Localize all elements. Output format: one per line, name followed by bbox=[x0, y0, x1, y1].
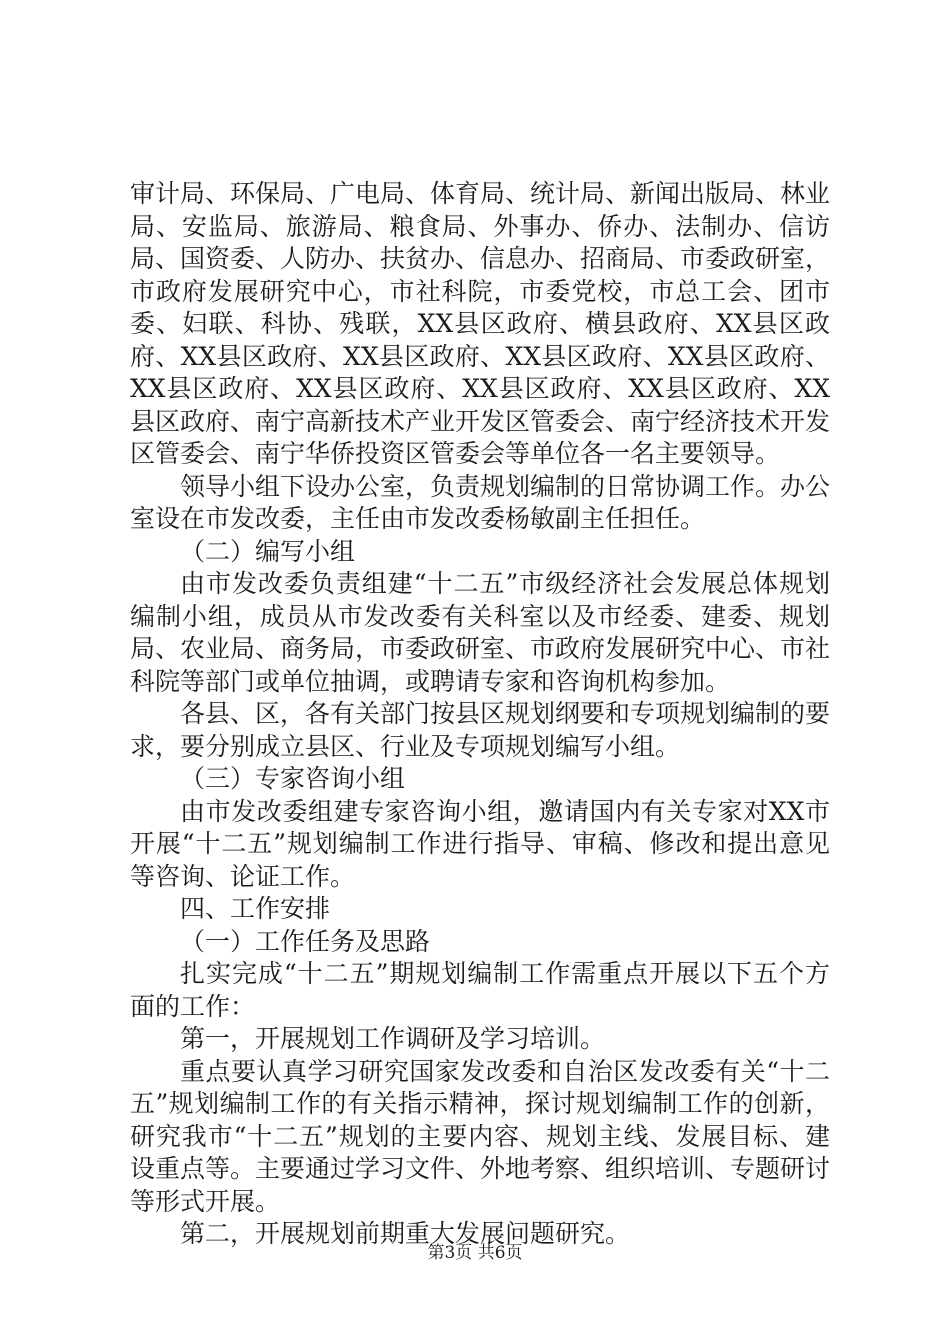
paragraph-13: 第二，开展规划前期重大发展问题研究。 bbox=[180, 1219, 631, 1248]
page-number-footer: 第3页 共6页 bbox=[427, 1243, 523, 1263]
section-heading-tasks: （一）工作任务及思路 bbox=[180, 926, 431, 956]
paragraph-5: 各县、区，各有关部门按县区规划纲要和专项规划编制的要求，要分别成立县区、行业及专项规划编写小组。 bbox=[130, 699, 831, 761]
section-heading-expert-group: （三）专家咨询小组 bbox=[180, 764, 406, 793]
paragraph-2: 领导小组下设办公室，负责规划编制的日常协调工作。办公室设在市发改委，主任由市发改委杨敏副主任担任。 bbox=[130, 471, 831, 533]
section-heading-writing-group: （二）编写小组 bbox=[180, 536, 356, 566]
paragraph-12: 重点要认真学习研究国家发改委和自治区发改委有关“十二五”规划编制工作的有关指示精神，探讨规划编制工作的创新，研究我市“十二五”规划的主要内容、规划主线、发展目标、建设重点等。主要通过学习文件、外地考察、组织培训、专题研讨等形式开展。 bbox=[130, 1056, 831, 1216]
paragraph-11: 第一，开展规划工作调研及学习培训。 bbox=[180, 1024, 606, 1053]
paragraph-1: 审计局、环保局、广电局、体育局、统计局、新闻出版局、林业局、安监局、旅游局、粮食局、外事办、侨办、法制办、信访局、国资委、人防办、扶贫办、信息办、招商局、市委政研室，市政府发展研究中心，市社科院，市委党校，市总工会、团市委、妇联、科协、残联，XX县区政府、横县政府、XX县区政府、XX县区政府、XX县区政府、XX县区政府、XX县区政府、XX县区政府、XX县区政府、XX县区政府、XX县区政府、XX县区政府、南宁高新技术产业开发区管委会、南宁经济技术开发区管委会、南宁华侨投资区管委会等单位各一名主要领导。 bbox=[130, 179, 831, 468]
document-body bbox=[130, 178, 830, 1251]
paragraph-10: 扎实完成“十二五”期规划编制工作需重点开展以下五个方面的工作： bbox=[130, 959, 830, 1021]
paragraph-7: 由市发改委组建专家咨询小组，邀请国内有关专家对XX市开展“十二五”规划编制工作进行指导、审稿、修改和提出意见等咨询、论证工作。 bbox=[130, 796, 830, 891]
paragraph-4: 由市发改委负责组建“十二五”市级经济社会发展总体规划编制小组，成员从市发改委有关科室以及市经委、建委、规划局、农业局、商务局，市委政研室、市政府发展研究中心、市社科院等部门或单位抽调，或聘请专家和咨询机构参加。 bbox=[130, 569, 831, 696]
section-heading-work-arrangement: 四、工作安排 bbox=[180, 894, 331, 923]
